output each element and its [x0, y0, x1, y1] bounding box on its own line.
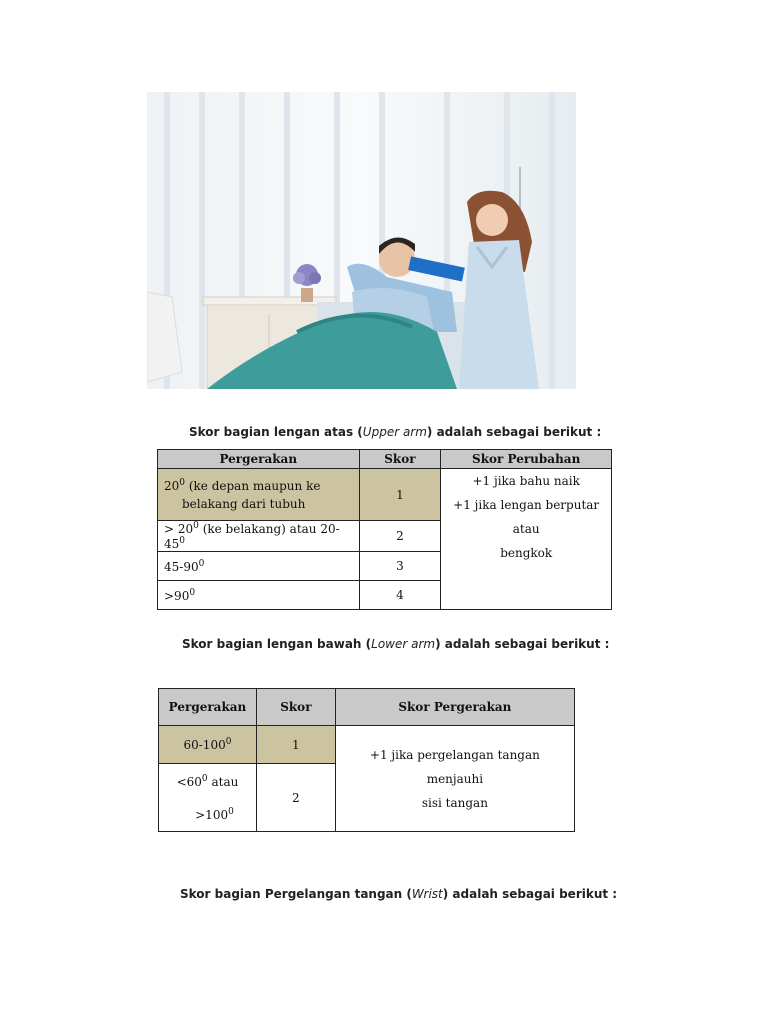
section-caption-wrist: Skor bagian Pergelangan tangan (Wrist) adalah sebagai berikut : — [180, 887, 618, 901]
score-cell: 3 — [359, 552, 441, 581]
table-row: $>90^0$ — [158, 581, 360, 610]
section-caption-lower-arm: Skor bagian lengan bawah (Lower arm) adalah sebagai berikut : — [182, 637, 610, 651]
score-cell: 1 — [256, 726, 335, 764]
header-skor-pergerakan: Skor Pergerakan — [335, 689, 574, 726]
lower-arm-table — [158, 688, 575, 832]
section-caption-upper-arm: Skor bagian lengan atas (Upper arm) adalah sebagai berikut : — [189, 425, 602, 439]
score-cell: 1 — [359, 469, 441, 521]
hospital-photo — [147, 92, 576, 389]
header-pergerakan: Pergerakan — [159, 689, 257, 726]
table-row: > $20^0$ (ke belakang) atau $20-45^0$ — [158, 521, 360, 552]
score-cell: 2 — [256, 764, 335, 832]
table-row: $<60^0$ atau $>100^0$ — [159, 764, 257, 832]
header-skor: Skor — [256, 689, 335, 726]
header-skor: Skor — [359, 450, 441, 469]
header-skor-perubahan: Skor Perubahan — [441, 450, 612, 469]
score-cell: 2 — [359, 521, 441, 552]
change-cell: +1 jika pergelangan tangan menjauhi sisi tangan — [335, 726, 574, 832]
change-cell: +1 jika bahu naik +1 jika lengan berputar atau bengkok — [441, 469, 612, 610]
table-row: $45-90^0$ — [158, 552, 360, 581]
header-pergerakan: Pergerakan — [158, 450, 360, 469]
score-cell: 4 — [359, 581, 441, 610]
table-row: $20^0$ (ke depan maupun ke belakang dari tubuh — [158, 469, 360, 521]
upper-arm-table — [157, 449, 612, 610]
table-row: $60-100^0$ — [159, 726, 257, 764]
